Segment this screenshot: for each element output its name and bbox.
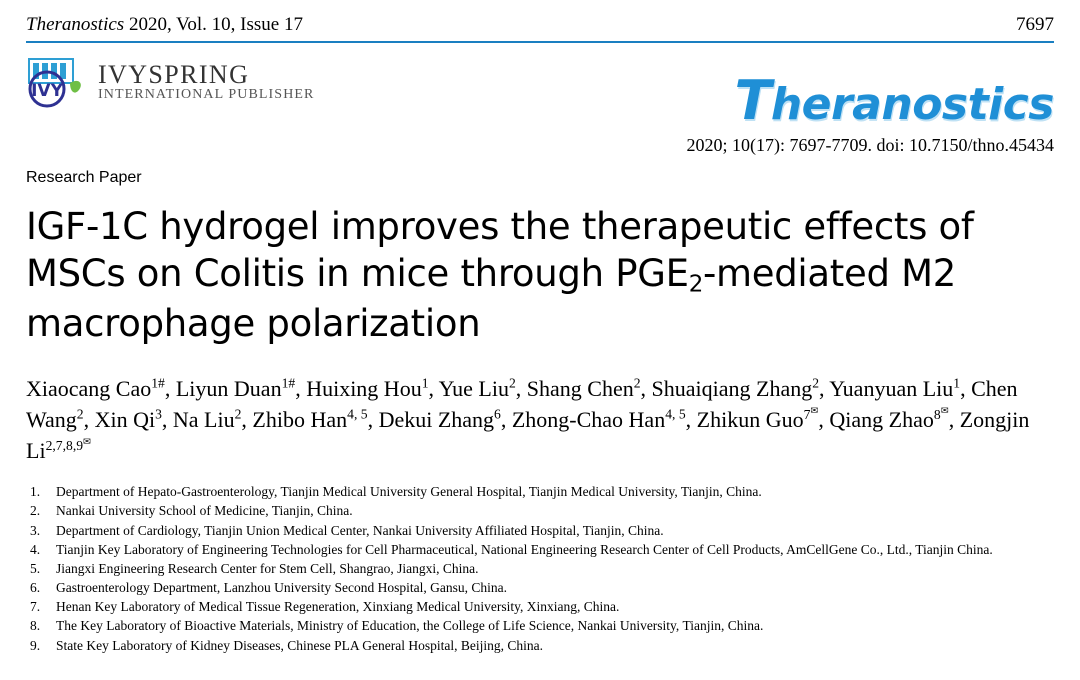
affiliation-item [26, 597, 1054, 616]
running-head-page-number: 7697 [1016, 14, 1054, 35]
citation-line: 2020; 10(17): 7697-7709. doi: 10.7150/thno.45434 [686, 135, 1054, 155]
ivyspring-publisher-block [26, 57, 315, 109]
affiliation-item [26, 501, 1054, 520]
running-head-journal-name: Theranostics [26, 14, 125, 35]
affiliation-text: Henan Key Laboratory of Medical Tissue Regeneration, Xinxiang Medical University, Xinxiang, China. [56, 599, 620, 615]
affiliation-number: 2. [30, 503, 41, 519]
affiliation-number: 3. [30, 522, 41, 538]
affiliation-number: 6. [30, 580, 41, 596]
running-head-volume-issue: 2020, Vol. 10, Issue 17 [124, 14, 303, 35]
affiliation-item [26, 559, 1054, 578]
affiliation-number: 7. [30, 599, 41, 615]
title-line-1: IGF-1C hydrogel improves the therapeutic effects of [26, 205, 974, 248]
title-subscript: 2 [688, 272, 703, 299]
theranostics-logo [734, 69, 1054, 132]
affiliation-text: Department of Cardiology, Tianjin Union Medical Center, Nankai University Affiliated Hospital, Tianjin, China. [56, 522, 664, 538]
title-line-3: macrophage polarization [26, 302, 481, 346]
affiliation-text: State Key Laboratory of Kidney Diseases, Chinese PLA General Hospital, Beijing, China. [56, 637, 544, 653]
ivyspring-tagline: INTERNATIONAL PUBLISHER [98, 87, 315, 103]
page-title [26, 203, 1054, 348]
title-line-2a: MSCs on Colitis in mice through PGE [26, 252, 689, 296]
affiliation-item [26, 578, 1054, 597]
affiliation-number: 4. [30, 541, 41, 557]
affiliation-text: Department of Hepato-Gastroenterology, Tianjin Medical University General Hospital, Tianjin Medical University, Tianjin, China. [56, 484, 762, 500]
affiliation-number: 8. [30, 618, 41, 634]
theranostics-logo-rest: heranostics [770, 79, 1054, 130]
affiliation-text: Tianjin Key Laboratory of Engineering Technologies for Cell Pharmaceutical, National Engineering Research Center of Cell Products, AmCellGene Co., Ltd., Tianjin China. [56, 541, 993, 557]
affiliation-number: 1. [30, 484, 41, 500]
affiliation-item [26, 616, 1054, 635]
svg-text:IVY: IVY [31, 81, 63, 101]
affiliation-item [26, 482, 1054, 501]
running-head-journal [26, 14, 303, 36]
affiliation-item [26, 521, 1054, 540]
ivyspring-wordmark [98, 57, 315, 103]
affiliation-list [26, 482, 1054, 654]
article-type-label: Research Paper [26, 169, 142, 186]
affiliation-item [26, 636, 1054, 655]
title-line-2b: -mediated M2 [702, 252, 956, 296]
running-head [26, 0, 1054, 36]
affiliation-item [26, 540, 1054, 559]
affiliation-number: 9. [30, 637, 41, 653]
affiliation-text: The Key Laboratory of Bioactive Materials, Ministry of Education, the College of Life Science, Nankai University, Tianjin, China. [56, 618, 764, 634]
affiliation-text: Nankai University School of Medicine, Tianjin, China. [56, 503, 353, 519]
author-list: Xiaocang Cao$^{1\#}$, Liyun Duan$^{1\#}$, Huixing Hou$^1$, Yue Liu$^2$, Shang Chen$^2$, Shuaiqiang Zhang$^2$, Yuanyuan Liu$^1$, Chen Wang$^2$, Xin Qi$^3$, Na Liu$^2$, Zhibo Han$^{4, 5}$, Dekui Zhang$^6$, Zhong-Chao Han$^{4, 5}$, Zhikun Guo$^{7^✉}$, Qiang Zhao$^{8^✉}$, Zongjin $Li^{2,7,8,9^✉}$ [26, 375, 1030, 464]
affiliation-text: Gastroenterology Department, Lanzhou University Second Hospital, Gansu, China. [56, 580, 508, 596]
theranostics-logo-initial: T [734, 69, 771, 132]
ivyspring-name: IVYSPRING [98, 60, 250, 89]
ivyspring-logo-icon [26, 57, 88, 109]
affiliation-text: Jiangxi Engineering Research Center for Stem Cell, Shangrao, Jiangxi, China. [56, 560, 479, 576]
affiliation-number: 5. [30, 560, 41, 576]
publisher-row [26, 43, 1054, 155]
